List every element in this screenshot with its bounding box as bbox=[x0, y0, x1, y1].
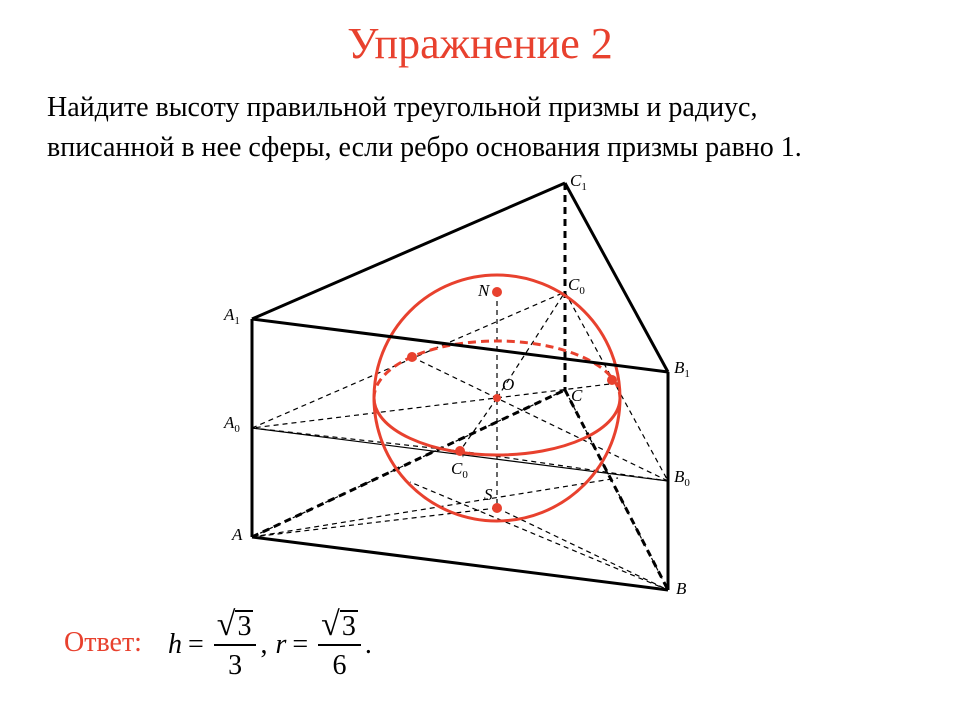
radical-icon: √ bbox=[321, 606, 340, 643]
hidden-edges bbox=[252, 183, 668, 590]
label-a0: $A_0$ bbox=[224, 413, 240, 435]
fraction-r bbox=[318, 608, 361, 682]
answer-label: Ответ: bbox=[64, 627, 142, 658]
sqrt-r bbox=[321, 608, 358, 642]
var-r: r bbox=[275, 629, 287, 660]
label-c1: $C_1$ bbox=[570, 171, 587, 193]
label-b: B bbox=[676, 579, 687, 598]
point-tangent-left bbox=[407, 352, 417, 362]
label-a1: $A_1$ bbox=[224, 305, 240, 327]
point-s bbox=[492, 503, 502, 513]
edge-c1-b1 bbox=[565, 183, 668, 372]
problem-line-1: Найдите высоту правильной треугольной призмы и радиус, bbox=[47, 92, 758, 123]
fraction-h bbox=[214, 608, 257, 682]
label-n: N bbox=[478, 281, 490, 300]
label-a: A bbox=[232, 525, 243, 544]
answer-formula bbox=[168, 600, 372, 690]
label-c0-prime: $C_0'$ bbox=[451, 451, 468, 481]
edge-a1-c1 bbox=[252, 183, 565, 319]
point-tangent-right bbox=[607, 375, 617, 385]
edge-a-c bbox=[252, 390, 565, 537]
sphere-points bbox=[407, 287, 617, 513]
equals-sign-h: = bbox=[188, 629, 204, 660]
problem-line-2: вписанной в нее сферы, если ребро основания призмы равно 1. bbox=[47, 132, 802, 163]
label-c: C bbox=[571, 386, 583, 405]
line-s-a bbox=[252, 508, 497, 537]
period: . bbox=[364, 629, 372, 660]
label-s: S bbox=[484, 485, 493, 504]
radicand-r: 3 bbox=[341, 611, 356, 642]
visible-edges bbox=[252, 183, 668, 590]
label-b0: $B_0$ bbox=[674, 467, 690, 489]
comma: , bbox=[260, 629, 268, 660]
denominator-h: 3 bbox=[228, 650, 243, 681]
label-c0: $C_0$ bbox=[568, 275, 585, 297]
slide-title: Упражнение 2 bbox=[347, 19, 613, 68]
edge-a1-b1 bbox=[252, 319, 668, 372]
point-o bbox=[493, 394, 501, 402]
point-n bbox=[492, 287, 502, 297]
label-o: O bbox=[502, 375, 515, 394]
label-b1: $B_1$ bbox=[674, 358, 690, 380]
line-b1-a0-diag bbox=[252, 383, 618, 428]
equals-sign-r: = bbox=[292, 629, 309, 660]
line-a-to-median bbox=[252, 478, 618, 537]
var-h: h bbox=[168, 629, 182, 660]
radical-icon: √ bbox=[216, 606, 236, 643]
sqrt-h bbox=[217, 608, 254, 642]
denominator-r: 6 bbox=[332, 650, 347, 681]
radicand-h: 3 bbox=[237, 611, 252, 642]
